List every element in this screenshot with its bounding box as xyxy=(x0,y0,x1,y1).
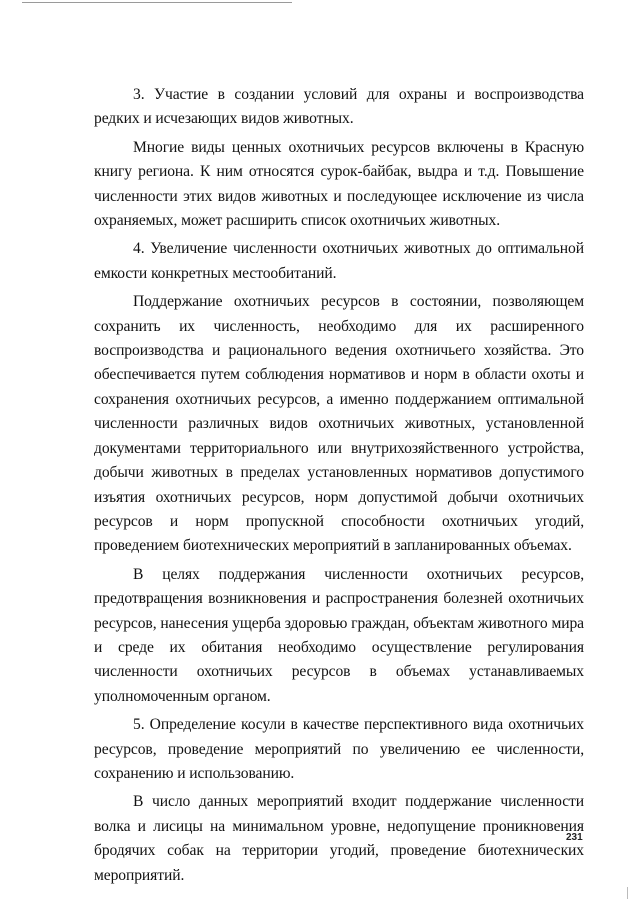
paragraph-item-5: 5. Определение косули в качестве перспективного вида охотничьих ресурсов, проведение мероприятий по увеличению ее численности, сохранению и использованию. xyxy=(94,716,584,782)
paragraph-item-4: 4. Увеличение численности охотничьих животных до оптимальной емкости конкретных местообитаний. xyxy=(94,240,584,282)
paragraph-measures: В число данных мероприятий входит поддержание численности волка и лисицы на минимальном уровне, недопущение проникновения бродячих собак на территории угодий, проведение биотехнических мероприятий. xyxy=(94,793,584,884)
scan-edge-mark xyxy=(627,887,628,899)
paragraph-regulation: В целях поддержания численности охотничьих ресурсов, предотвращения возникновения и распространения болезней охотничьих ресурсов, нанесения ущерба здоровью граждан, объектам животного мира и среде их обитания необходимо осуществление регулирования численности охотничьих ресурсов в объемах устанавливаемых уполномоченным органом. xyxy=(94,565,584,705)
top-border-line xyxy=(22,2,292,3)
page-number: 231 xyxy=(566,832,583,843)
paragraph-red-book: Многие виды ценных охотничьих ресурсов включены в Красную книгу региона. К ним относятся сурок-байбак, выдра и т.д. Повышение численности этих видов животных и последующее исключение из числа охраняемых, может расширить список охотничьих животных. xyxy=(94,138,584,230)
page-body xyxy=(94,83,584,892)
paragraph-item-3: 3. Участие в создании условий для охраны и воспроизводства редких и исчезающих видов животных. xyxy=(94,86,584,128)
paragraph-maintenance: Поддержание охотничьих ресурсов в состоянии, позволяющем сохранить их численность, необходимо для их расширенного воспроизводства и рационального ведения охотничьего хозяйства. Это обеспечивается путем соблюдения нормативов и норм в области охоты и сохранения охотничьих ресурсов, а именно поддержанием оптимальной численности различных видов охотничьих животных, установленной документами территориального или внутрихозяйственного устройства, добычи животных в пределах установленных нормативов допустимого изъятия охотничьих ресурсов, норм допустимой добычи охотничьих ресурсов и норм пропускной способности охотничьих угодий, проведением биотехнических мероприятий в запланированных объемах. xyxy=(94,293,584,555)
